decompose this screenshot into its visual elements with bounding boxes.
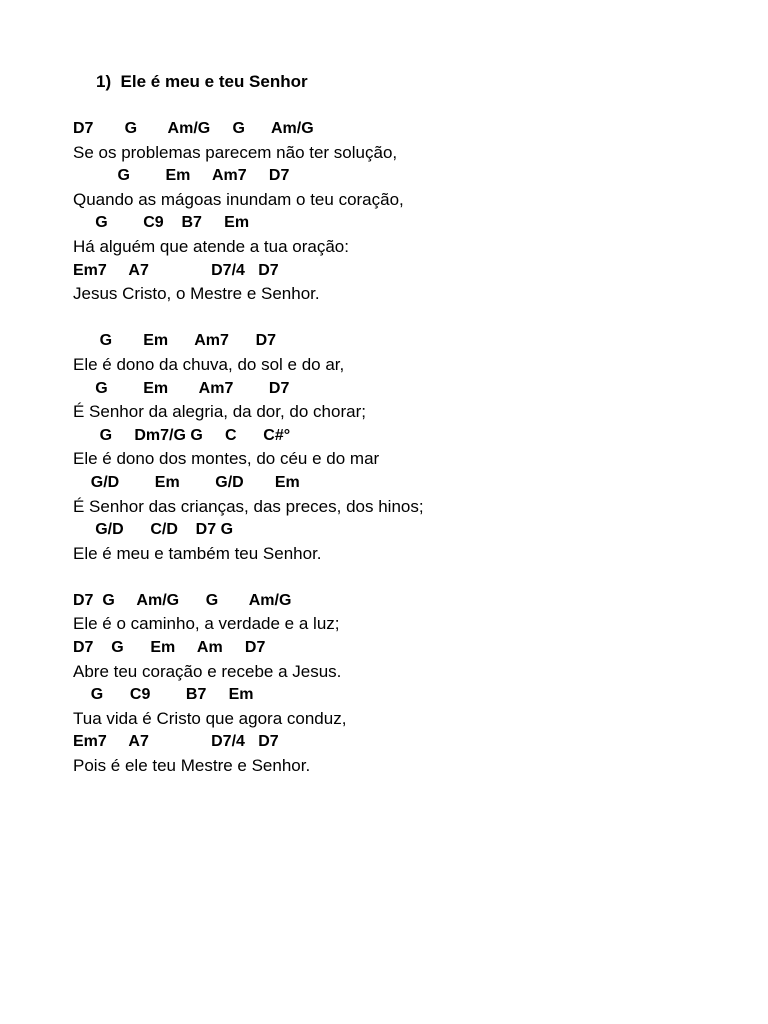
stanza-3 (73, 589, 753, 778)
lyric-line: Tua vida é Cristo que agora conduz, (73, 708, 347, 728)
stanza-1 (73, 117, 753, 306)
lyric-line: Abre teu coração e recebe a Jesus. (73, 661, 342, 681)
lyric-line: Há alguém que atende a tua oração: (73, 236, 349, 256)
chord-line: G/D Em G/D Em (73, 473, 300, 491)
lyric-line: É Senhor das crianças, das preces, dos hinos; (73, 496, 424, 516)
chord-line: G/D C/D D7 G (73, 521, 234, 539)
chord-line: G Dm7/G G C C#° (73, 426, 291, 444)
song-title: 1) Ele é meu e teu Senhor (96, 72, 308, 91)
lyric-line: Se os problemas parecem não ter solução, (73, 142, 398, 162)
lyric-line: Ele é meu e também teu Senhor. (73, 543, 322, 563)
chord-line: D7 G Am/G G Am/G (73, 120, 314, 137)
lyric-line: Quando as mágoas inundam o teu coração, (73, 189, 404, 209)
lyric-line: Ele é o caminho, a verdade e a luz; (73, 614, 340, 634)
chord-line: D7 G Am/G G Am/G (73, 591, 292, 609)
stanza-2 (73, 329, 753, 565)
chord-line: Em7 A7 D7/4 D7 (73, 733, 279, 751)
chord-line: Em7 A7 D7/4 D7 (73, 261, 279, 279)
chord-line: G C9 B7 Em (73, 686, 254, 704)
song-body (73, 117, 753, 801)
chord-line: D7 G Em Am D7 (73, 639, 266, 657)
lyric-line: Jesus Cristo, o Mestre e Senhor. (73, 284, 320, 304)
lyric-line: Pois é ele teu Mestre e Senhor. (73, 756, 311, 776)
chord-line: G Em Am7 D7 (73, 379, 290, 397)
chord-line: G Em Am7 D7 (73, 332, 277, 350)
lyric-line: Ele é dono dos montes, do céu e do mar (73, 449, 380, 469)
chord-line: G C9 B7 Em (73, 214, 250, 232)
lyric-line: Ele é dono da chuva, do sol e do ar, (73, 354, 345, 374)
chord-line: G Em Am7 D7 (73, 167, 290, 185)
lyric-line: É Senhor da alegria, da dor, do chorar; (73, 402, 366, 422)
